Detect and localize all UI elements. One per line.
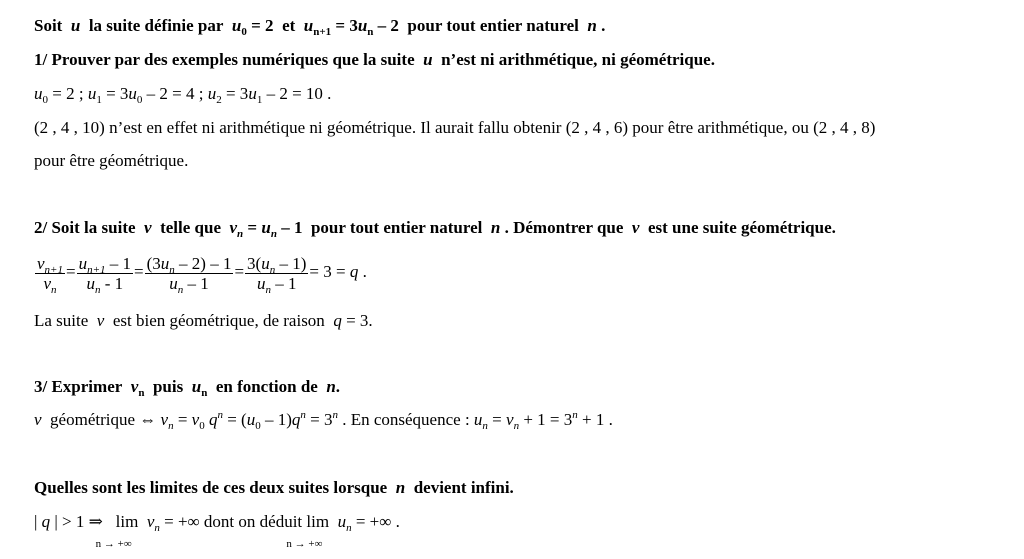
lim-operator: lim (306, 512, 330, 531)
math-var: q (41, 512, 51, 531)
math-var: u (78, 253, 88, 273)
limit-u (286, 512, 330, 550)
text: = 3 (331, 16, 358, 35)
superscript: n (332, 409, 338, 421)
text: – 1 (105, 253, 132, 273)
math-var: v (144, 218, 152, 237)
subscript: 0 (199, 420, 205, 432)
subscript: n (51, 283, 57, 296)
text: = ( (222, 410, 247, 429)
math-var: v (96, 311, 105, 330)
text: La suite (34, 311, 89, 330)
q2-fraction-equation (34, 252, 367, 296)
math-var: v (34, 410, 42, 429)
q4-title (34, 478, 514, 498)
text: = 3 (101, 84, 129, 103)
subscript: 0 (241, 26, 247, 38)
text: puis (152, 377, 184, 396)
q2-title (34, 218, 836, 238)
q3-title (34, 377, 340, 397)
subscript: n (94, 283, 101, 296)
text: - 1 (100, 273, 124, 293)
text: (3 (146, 253, 161, 273)
q3-formula (34, 410, 613, 430)
text: est bien géométrique, de raison (112, 311, 325, 330)
fraction-v-ratio (35, 253, 65, 296)
text: n’est ni arithmétique, ni géométrique. (441, 50, 715, 69)
fraction-substituted (145, 253, 234, 296)
math-var: u (337, 512, 347, 531)
text: pour tout entier naturel (407, 16, 579, 35)
subscript: n (482, 420, 488, 432)
superscript: n (300, 409, 306, 421)
text: = (173, 410, 192, 429)
math-var: u (191, 377, 202, 396)
math-var: u (160, 253, 170, 273)
subscript: 1 (256, 94, 263, 106)
math-var: u (87, 84, 97, 103)
fraction-factored (245, 253, 308, 296)
math-var: n (326, 377, 336, 396)
math-var: v (160, 410, 169, 429)
text: – 1) (275, 253, 307, 273)
subscript: n (154, 522, 160, 534)
text: Soit (34, 16, 63, 35)
subscript: n+1 (313, 26, 332, 38)
subscript: 0 (136, 94, 143, 106)
text: est une suite géométrique. (647, 218, 836, 237)
subscript: 1 (96, 94, 102, 106)
text: = 3. (341, 311, 373, 330)
math-var: n (587, 16, 597, 35)
math-var: u (473, 410, 483, 429)
text: + 1 = 3 (519, 410, 573, 429)
math-var: u (261, 253, 270, 273)
q1-explanation-1: (2 , 4 , 10) n’est en effet ni arithmétique ni géométrique. Il aurait fallu obtenir (2 , 4 , 6) pour être arithmétique, ou (2 , 4 , 8) (34, 118, 876, 137)
math-var: u (169, 273, 178, 293)
subscript: n (265, 283, 271, 296)
text: – 2) – 1 (174, 253, 232, 273)
math-var: u (248, 84, 257, 103)
text: 3( (247, 253, 262, 273)
text: – 1) (260, 410, 292, 429)
text: – 1 (183, 273, 209, 293)
subscript: n+1 (87, 263, 106, 276)
subscript: 2 (216, 94, 222, 106)
math-var: u (246, 410, 256, 429)
equals-sign: = (65, 262, 76, 281)
math-var: u (34, 84, 43, 103)
text: – 2 = 10 . (262, 84, 332, 103)
math-var: v (37, 253, 45, 273)
text: = +∞ . (351, 512, 400, 531)
math-var: v (191, 410, 200, 429)
text: Quelles sont les limites de ces deux suites lorsque (34, 478, 388, 497)
equals-sign: = (234, 262, 245, 281)
math-var: v (229, 218, 238, 237)
q1-title (34, 50, 715, 70)
subscript: n (513, 420, 520, 432)
text: et (282, 16, 296, 35)
subscript: n (270, 228, 277, 240)
text: = 3 (305, 410, 333, 429)
math-var: u (207, 84, 217, 103)
subscript: 0 (255, 420, 261, 432)
math-var: n (490, 218, 501, 237)
text: . Démontrer que (504, 218, 624, 237)
superscript: n (217, 409, 223, 421)
q1-explanation-2: pour être géométrique. (34, 151, 189, 170)
math-var: q (349, 262, 359, 281)
subscript: n+1 (44, 263, 63, 276)
math-var: q (333, 311, 342, 330)
text: . (335, 377, 341, 396)
text: – 2 = 4 ; (142, 84, 208, 103)
text: = +∞ dont on déduit (159, 512, 307, 531)
text: 3/ Exprimer (34, 377, 123, 396)
math-var: u (128, 84, 137, 103)
text: géométrique ⇔ (50, 410, 161, 429)
text: 2/ Soit la suite (34, 218, 136, 237)
text: 1/ Prouver par des exemples numériques que la suite (34, 50, 415, 69)
text: = (487, 410, 507, 429)
math-var: u (357, 16, 368, 35)
subscript: n (168, 420, 174, 432)
math-var: v (146, 512, 155, 531)
limit-v (95, 512, 139, 550)
fraction-u-ratio (77, 253, 133, 296)
subscript: 0 (42, 94, 48, 106)
text: en fonction de (215, 377, 318, 396)
lim-operator: lim (115, 512, 139, 531)
math-var: q (208, 410, 218, 429)
text: = 2 ; (48, 84, 88, 103)
text: = 3 (221, 84, 249, 103)
lim-subscript: n → +∞ (95, 538, 132, 550)
math-var: u (303, 16, 314, 35)
text: | (34, 512, 42, 531)
subscript: n (177, 283, 184, 296)
math-var: u (256, 273, 266, 293)
text: = 3 = (309, 262, 350, 281)
text: telle que (160, 218, 221, 237)
text: – 1 (270, 273, 297, 293)
math-var: v (130, 377, 139, 396)
text: . En conséquence : (337, 410, 474, 429)
subscript: n (201, 387, 208, 399)
q2-conclusion (34, 311, 373, 331)
lim-subscript: n → +∞ (286, 538, 323, 550)
text: = (243, 218, 262, 237)
text: pour tout entier naturel (310, 218, 483, 237)
text: – 1 (276, 218, 303, 237)
intro-line (34, 16, 605, 36)
subscript: n (138, 387, 145, 399)
text: . (601, 16, 606, 35)
math-var: u (70, 16, 81, 35)
math-var: n (395, 478, 406, 497)
math-var: u (261, 218, 271, 237)
superscript: n (572, 409, 578, 421)
subscript: n (169, 263, 175, 276)
subscript: n (237, 228, 244, 240)
math-var: q (291, 410, 301, 429)
text: – 2 (373, 16, 399, 35)
text: + 1 . (577, 410, 613, 429)
math-var: u (423, 50, 433, 69)
math-var: u (86, 273, 95, 293)
math-var: v (506, 410, 514, 429)
q1-calculation (34, 84, 331, 104)
equals-sign: = (134, 262, 144, 281)
math-var: v (631, 218, 640, 237)
math-var: u (231, 16, 242, 35)
text: devient infini. (413, 478, 514, 497)
text: = 2 (246, 16, 274, 35)
text: . (358, 262, 367, 281)
subscript: n (269, 263, 276, 276)
subscript: n (346, 522, 352, 534)
q4-limits (34, 512, 400, 550)
text: la suite définie par (88, 16, 224, 35)
subscript: n (367, 26, 374, 38)
text: | > 1 ⇒ (50, 512, 108, 531)
math-var: v (43, 273, 52, 293)
